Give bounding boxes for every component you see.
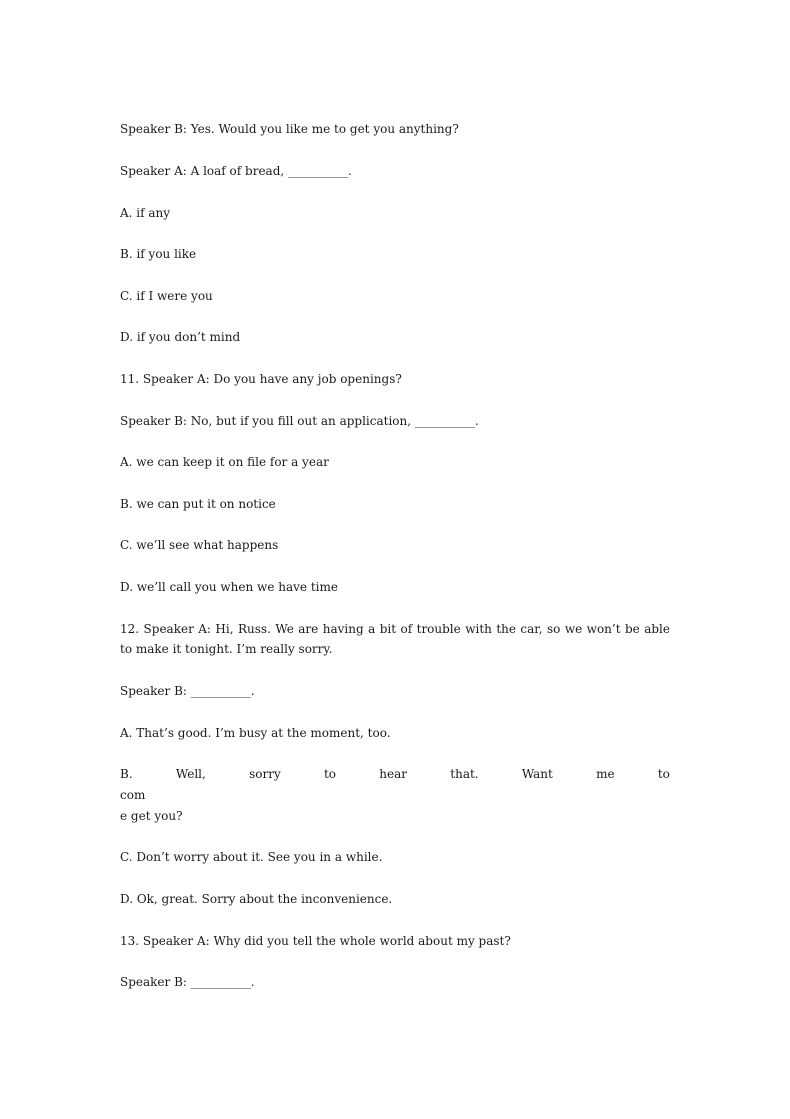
- word: Well,: [175, 767, 206, 781]
- word: hear: [379, 767, 408, 781]
- option-b: B. if you like: [120, 247, 197, 261]
- dialogue-line: Speaker B: Yes. Would you like me to get you anything?: [120, 122, 459, 136]
- option-b-continuation: com: [120, 788, 146, 802]
- word: sorry: [249, 767, 281, 781]
- word: me: [596, 767, 615, 781]
- option-b-continuation: e get you?: [120, 809, 183, 823]
- word: that.: [450, 767, 479, 781]
- word: Want: [521, 767, 553, 781]
- question-13: 13. Speaker A: Why did you tell the whole world about my past?: [120, 934, 511, 948]
- option-d: D. we’ll call you when we have time: [120, 580, 338, 594]
- option-d: D. if you don’t mind: [120, 330, 241, 344]
- dialogue-line: Speaker B: __________.: [120, 975, 255, 989]
- option-a: A. That’s good. I’m busy at the moment, too.: [120, 726, 391, 740]
- option-c: C. we’ll see what happens: [120, 538, 279, 552]
- option-c: C. Don’t worry about it. See you in a while.: [120, 850, 383, 864]
- option-a: A. we can keep it on file for a year: [120, 455, 329, 469]
- question-11: 11. Speaker A: Do you have any job openings?: [120, 372, 402, 386]
- option-b: B. we can put it on notice: [120, 497, 276, 511]
- option-d: D. Ok, great. Sorry about the inconvenience.: [120, 892, 393, 906]
- question-12: 12. Speaker A: Hi, Russ. We are having a bit of trouble with the car, so we won’t be able to make it tonight. I’m really sorry.: [120, 622, 670, 656]
- option-c: C. if I were you: [120, 289, 213, 303]
- dialogue-line: Speaker A: A loaf of bread, __________.: [120, 164, 352, 178]
- option-b-spread-line: [120, 766, 670, 782]
- word: to: [657, 767, 670, 781]
- option-a: A. if any: [120, 206, 171, 220]
- word: B.: [120, 767, 133, 781]
- word: to: [323, 767, 337, 781]
- dialogue-line: Speaker B: __________.: [120, 684, 255, 698]
- dialogue-line: Speaker B: No, but if you fill out an application, __________.: [120, 414, 479, 428]
